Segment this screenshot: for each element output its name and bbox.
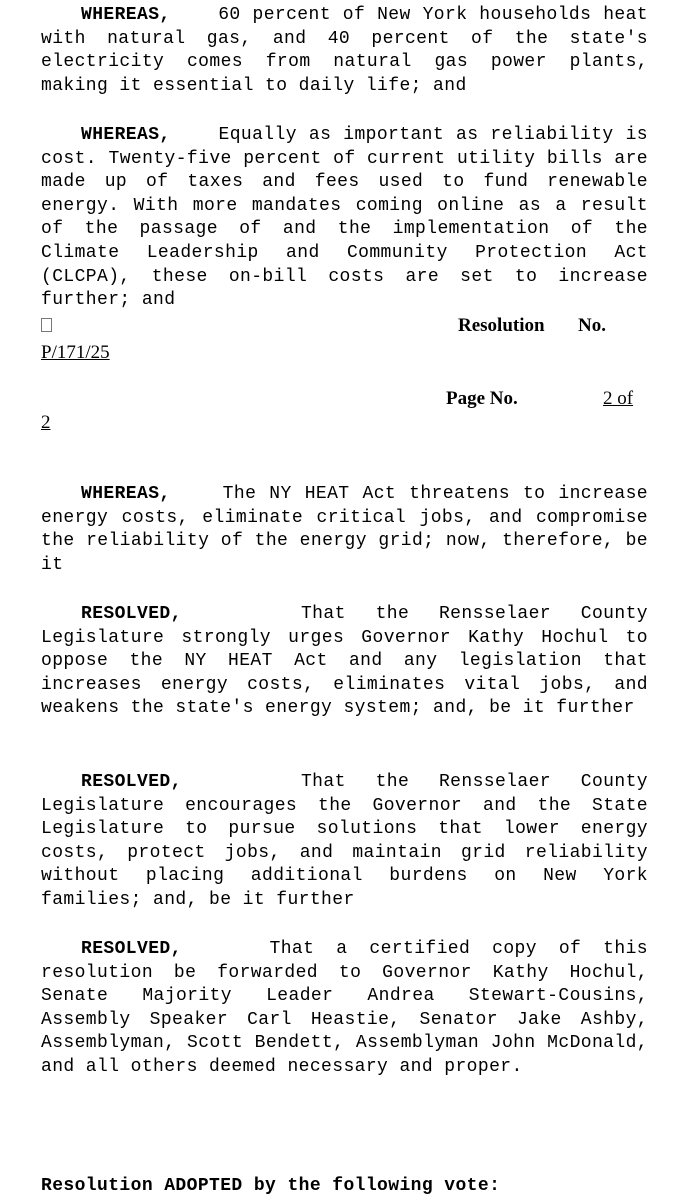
resolved-paragraph-2: [41, 771, 648, 913]
paragraph-text: That the Rensselaer County Legislature encourages the Governor and the State Legislature to pursue solutions that lower energy costs, protect jobs, and maintain grid reliability without placing additional burdens on New York families; and, be it further: [41, 772, 648, 910]
whereas-paragraph-2: [41, 124, 648, 313]
placeholder-glyph-icon: [41, 318, 52, 332]
paragraph-text: 60 percent of New York households heat with natural gas, and 40 percent of the state's electricity comes from natural gas power plants, making it essential to daily life; and: [41, 5, 649, 96]
page-total: 2: [41, 412, 51, 433]
resolved-paragraph-3: [41, 938, 648, 1080]
keyword: RESOLVED,: [81, 604, 182, 624]
keyword: WHEREAS,: [81, 125, 171, 145]
keyword: RESOLVED,: [81, 939, 182, 959]
resolution-label: Resolution: [458, 315, 545, 336]
vote-statement: Resolution ADOPTED by the following vote:: [41, 1176, 501, 1196]
keyword: WHEREAS,: [81, 484, 171, 504]
paragraph-text: That a certified copy of this resolution be forwarded to Governor Kathy Hochul, Senate Majority Leader Andrea Stewart-Cousins, Assembly Speaker Carl Heastie, Senator Jake Ashby, Assemblyman, Scott Bendett, Assemblyman John McDonald, and all others deemed necessary and proper.: [41, 939, 648, 1077]
number-label: No.: [578, 315, 606, 336]
paragraph-text: That the Rensselaer County Legislature strongly urges Governor Kathy Hochul to oppose the NY HEAT Act and any legislation that increases energy costs, eliminates vital jobs, and weakens the state's energy system; and, be it further: [41, 604, 648, 719]
page-of: 2 of: [603, 388, 634, 409]
whereas-paragraph-1: [41, 4, 648, 98]
whereas-paragraph-3: [41, 483, 648, 577]
keyword: RESOLVED,: [81, 772, 182, 792]
resolution-number: P/171/25: [41, 342, 110, 363]
paragraph-text: Equally as important as reliability is cost. Twenty-five percent of current utility bills are made up of taxes and fees used to fund renewable energy. With more mandates coming online as a result of the passage of and the implementation of the Climate Leadership and Community Protection Act (CLCPA), these on-bill costs are set to increase further; and: [41, 125, 648, 311]
page-label: Page No.: [446, 388, 518, 409]
paragraph-text: The NY HEAT Act threatens to increase energy costs, eliminate critical jobs, and compromise the reliability of the energy grid; now, therefore, be it: [41, 484, 648, 575]
resolved-paragraph-1: [41, 603, 648, 721]
keyword: WHEREAS,: [81, 5, 171, 25]
